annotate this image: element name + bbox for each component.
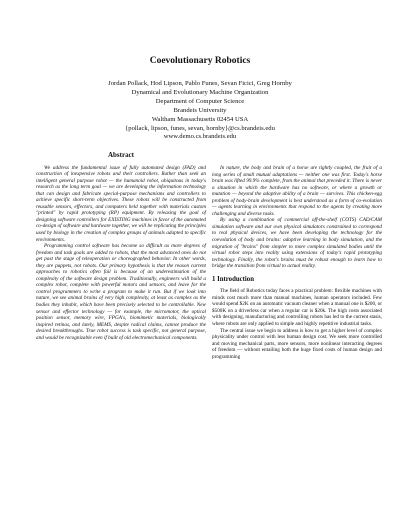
author-names: Jordan Pollack, Hod Lipson, Pablo Funes, Sevan Ficici, Greg Hornby bbox=[108, 80, 292, 87]
author-university: Brandeis University bbox=[173, 106, 227, 114]
author-lab: Dynamical and Evolutionary Machine Organization bbox=[131, 88, 269, 96]
author-website: www.demo.cs.brandeis.edu bbox=[163, 133, 237, 141]
paper-title: Coevolutionary Robotics bbox=[149, 56, 251, 66]
right-column bbox=[212, 165, 382, 360]
abstract-heading: Abstract bbox=[107, 151, 135, 159]
abstract-paragraph-4: By using a combination of commercial off-the-shelf (COTS) CAD/CAM simulation software and our own physical simulators constrained to correspond to real physical devices, we have been developing the technology for the coevolution of body and brains: adaptive learning in body simulation, and the migration of "brains" from simpler to more complex simulated bodies until the virtual robot steps into reality using extensions of today's rapid prototyping technology. Finally, the robot's brains must be robust enough to learn how to bridge the transition from virtual to actual reality. bbox=[212, 217, 382, 270]
abstract-paragraph-3: In nature, the body and brain of a horse are tightly coupled, the fruit of a long series of small mutual adaptations — neither one was first. Today's horse brain was lifted 99.9% complete, from the animal that preceded it. There is never a situation in which the hardware has no software, or where a growth or mutation — beyond the adaptive ability of a brain — survives. This chicken-egg problem of body-brain development is best understood as a form of co-evolution — agents learning in environments that respond to the agents by creating more challenging and diverse tasks. bbox=[212, 165, 382, 217]
intro-paragraph-2: The central issue we begin to address is how to get a higher level of complex physicality under control with less human design cost. We seek more controlled and moving mechanical parts, more sensors, more nonlinear interacting degrees of freedom — without entailing both the huge fixed costs of human design and programming bbox=[212, 327, 382, 360]
abstract-column bbox=[36, 152, 206, 341]
section-heading-introduction: 1 Introduction bbox=[212, 275, 254, 283]
abstract-paragraph-2: Programming control software has become so difficult as more degrees of freedom and task goals are added to robots, that the most advanced ones do not get past the stage of teleoperation or choreographed behavior. In other words, they are puppets, not robots. Our primary hypothesis is that the reason current approaches to robotics often fail is because of an underestimation of the complexity of the software design problem. Traditionally, engineers will build a complex robot, complete with powerful motors and sensors, and leave for the control programmers to write a program to make it run. But if we look into nature, we see animal brains of very high complexity, at least as complex as the bodies they inhabit, which have been precisely selected to be controllable. New sensor and effector technology — for example, the micromotor, the optical position sensor, memory wire, FPGA's, biomimetic materials, biologically inspired retinas, and lately, MEMS, despite radical claims, cannot produce the desired breakthroughs. True robot success is task specific, not general purpose, and would be recognizable even if built of old electromechanical components. bbox=[36, 243, 206, 341]
author-email: {pollack, lipson, funes, sevan, hornby}@cs.brandeis.edu bbox=[125, 124, 275, 132]
author-address: Waltham Massachusetts 02454 USA bbox=[151, 115, 249, 123]
author-department: Department of Computer Science bbox=[155, 97, 245, 105]
author-block bbox=[0, 80, 400, 142]
abstract-paragraph-1: We address the fundamental issue of fully automated design (FAD) and construction of inexpensive robots and their controllers. Rather than seek an intelligent general purpose robot — the humanoid robot, ubiquitous in today's research as the long term goal — we are developing the information technology that can design and fabricate special-purpose mechanisms and controllers to achieve specific short-term objectives. These robots will be constructed from reusable sensors, effectors, and computers held together with materials custom "printed" by rapid prototyping (RP) equipment. By releasing the goal of designing software controllers for EXISTING machines in favor of the automated co-design of software and hardware together, we will be replicating the principles used by biology in the creation of complex groups of animals adapted to specific environments. bbox=[36, 164, 206, 243]
intro-paragraph-1: The field of Robotics today faces a practical problem: flexible machines with minds cost much more than manual machines, human operators included. Few would spend $2K on an automatic vacuum cleaner when a manual one is $200, or $500K on a driverless car when a regular car is $20k. The high costs associated with designing, manufacturing and controlling robots has led to the current stasis, where robots are only applied to simple and highly repetitive industrial tasks. bbox=[212, 288, 382, 328]
